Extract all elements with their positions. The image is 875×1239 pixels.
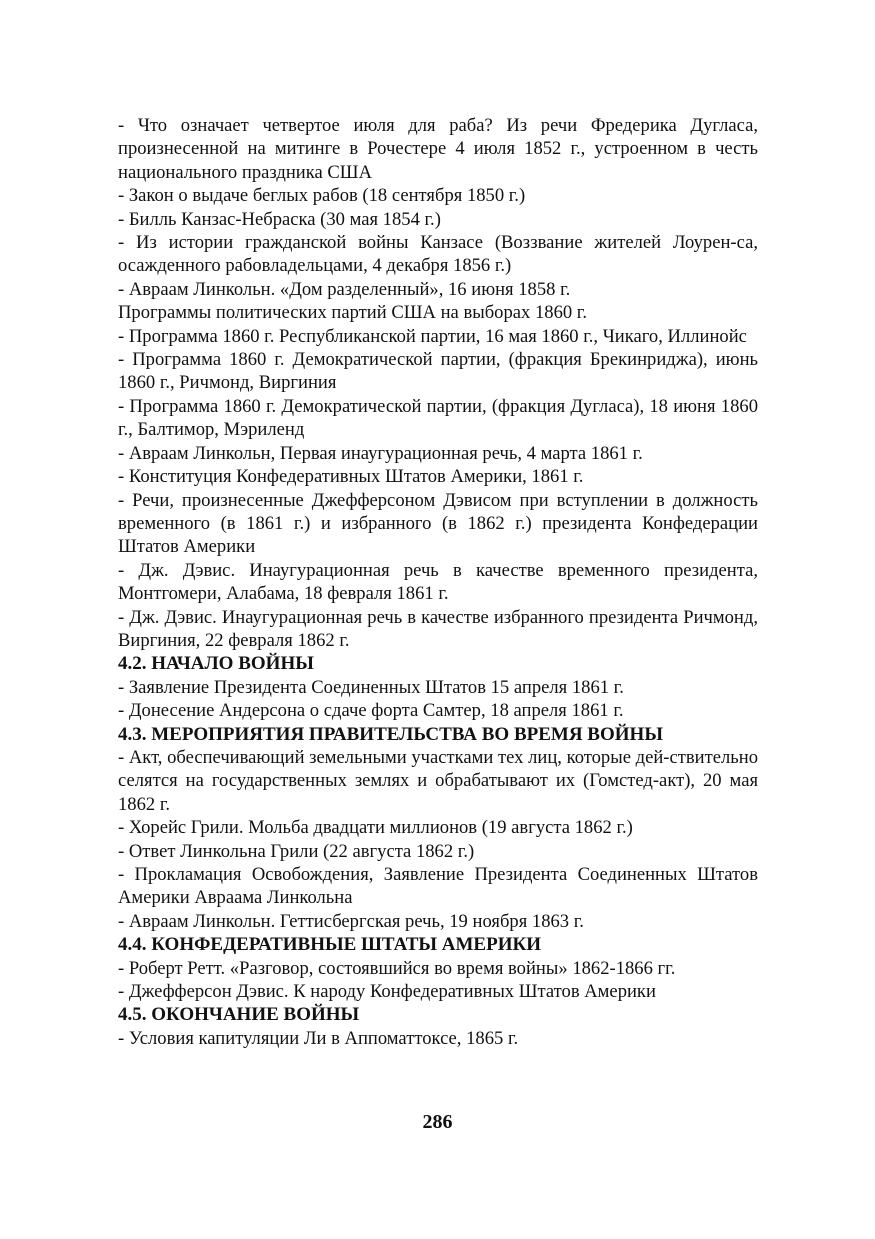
list-item: - Программа 1860 г. Демократической партии, (фракция Дугласа), 18 июня 1860 г., Балтимор, Мэриленд xyxy=(118,395,758,441)
list-item: - Условия капитуляции Ли в Аппоматтоксе, 1865 г. xyxy=(118,1027,519,1049)
list-item: - Программа 1860 г. Республиканской партии, 16 мая 1860 г., Чикаго, Иллинойс xyxy=(118,325,747,347)
list-item: - Донесение Андерсона о сдаче форта Самтер, 18 апреля 1861 г. xyxy=(118,700,624,722)
page-number: 286 xyxy=(422,1111,453,1133)
list-item: - Акт, обеспечивающий земельными участками тех лиц, которые дей-ствительно селятся на государственных землях и обрабатывают их (Гомстед-акт), 20 мая 1862 г. xyxy=(118,746,758,815)
list-item: - Из истории гражданской войны Канзасе (Воззвание жителей Лоурен-са, осажденного рабовладельцами, 4 декабря 1856 г.) xyxy=(118,232,758,277)
list-item: - Авраам Линкольн. «Дом разделенный», 16 июня 1858 г. xyxy=(118,278,571,300)
list-item: - Джефферсон Дэвис. К народу Конфедеративных Штатов Америки xyxy=(118,981,656,1003)
list-item: - Роберт Ретт. «Разговор, состоявшийся во время войны» 1862-1866 гг. xyxy=(118,957,676,979)
section-heading: 4.3. МЕРОПРИЯТИЯ ПРАВИТЕЛЬСТВА ВО ВРЕМЯ ВОЙНЫ xyxy=(118,723,663,745)
list-item: - Хорейс Грили. Мольба двадцати миллионов (19 августа 1862 г.) xyxy=(118,817,633,839)
list-item: - Что означает четвертое июля для раба? Из речи Фредерика Дугласа, произнесенной на митинге в Рочестере 4 июля 1852 г., устроенном в честь национального праздника США xyxy=(118,115,758,183)
section-heading: 4.5. ОКОНЧАНИЕ ВОЙНЫ xyxy=(118,1004,360,1026)
list-item: - Дж. Дэвис. Инаугурационная речь в качестве избранного президента Ричмонд, Виргиния, 22 февраля 1862 г. xyxy=(118,606,758,651)
list-item: - Конституция Конфедеративных Штатов Америки, 1861 г. xyxy=(118,466,584,488)
section-heading: 4.4. КОНФЕДЕРАТИВНЫЕ ШТАТЫ АМЕРИКИ xyxy=(118,934,542,956)
section-heading: 4.2. НАЧАЛО ВОЙНЫ xyxy=(118,653,314,675)
list-item: - Ответ Линкольна Грили (22 августа 1862 г.) xyxy=(118,840,475,862)
list-item: - Билль Канзас-Небраска (30 мая 1854 г.) xyxy=(118,208,441,230)
list-item: - Речи, произнесенные Джефферсоном Дэвисом при вступлении в должность временного (в 1861 г.) и избранного (в 1862 г.) президента Конфедерации Штатов Америки xyxy=(118,489,758,558)
list-item: - Программа 1860 г. Демократической партии, (фракция Брекинриджа), июнь 1860 г., Ричмонд, Виргиния xyxy=(118,349,758,394)
list-item: - Закон о выдаче беглых рабов (18 сентября 1850 г.) xyxy=(118,185,526,207)
list-item: - Дж. Дэвис. Инаугурационная речь в качестве временного президента, Монтгомери, Алабама, 18 февраля 1861 г. xyxy=(118,559,758,605)
list-item: - Прокламация Освобождения, Заявление Президента Соединенных Штатов Америки Авраама Линкольна xyxy=(118,864,758,909)
document-body xyxy=(118,114,758,1050)
list-item: - Авраам Линкольн, Первая инаугурационная речь, 4 марта 1861 г. xyxy=(118,442,643,464)
list-item: Программы политических партий США на выборах 1860 г. xyxy=(118,302,587,324)
list-item: - Авраам Линкольн. Геттисбергская речь, 19 ноября 1863 г. xyxy=(118,910,584,932)
list-item: - Заявление Президента Соединенных Штатов 15 апреля 1861 г. xyxy=(118,676,624,698)
